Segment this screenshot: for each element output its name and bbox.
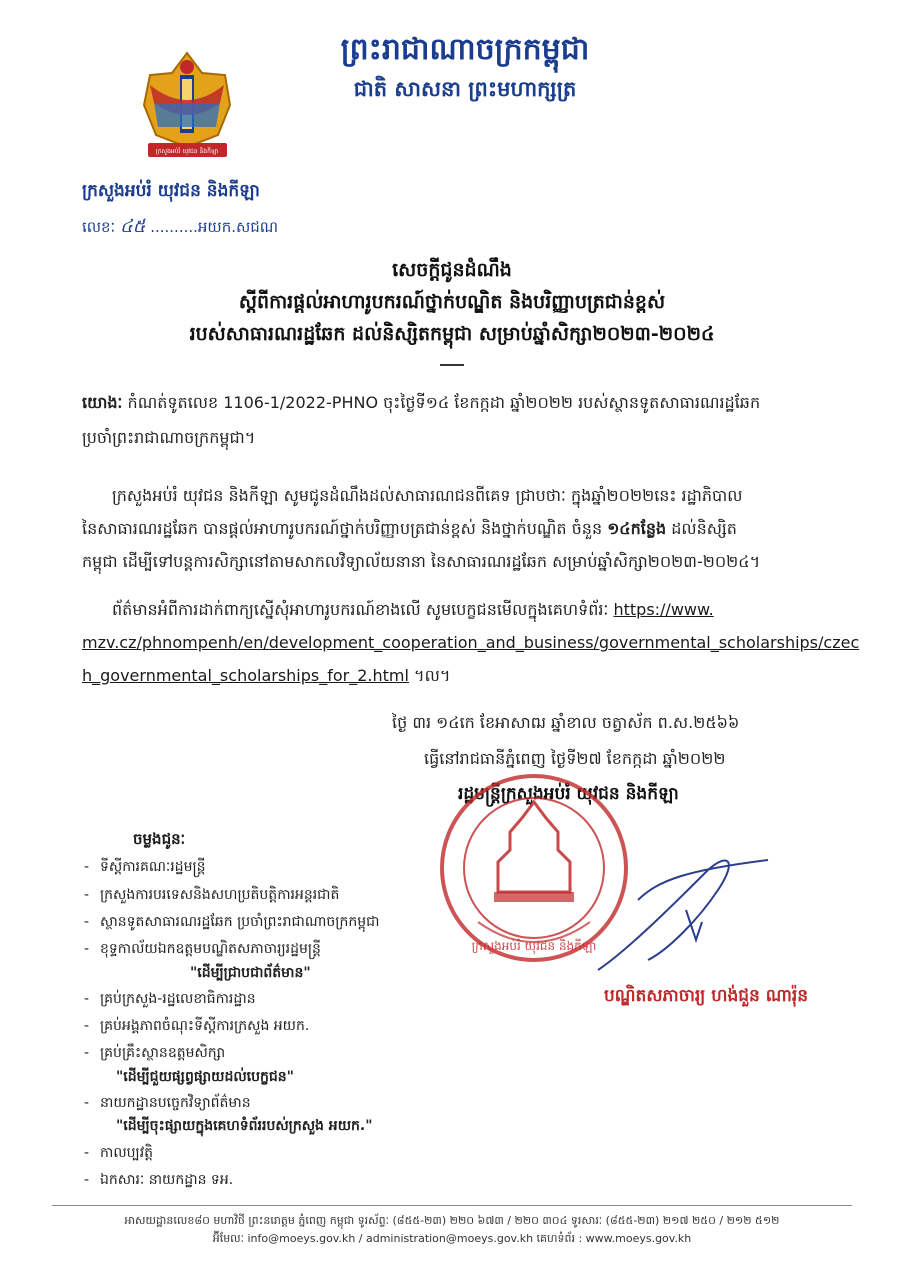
cc-note: "ដើម្បីចុះផ្សាយក្នុងគេហទំព័ររបស់ក្រសួង អយក." [116,1118,373,1134]
cc-item: - គ្រប់អង្គភាពចំណុះទីស្តីការក្រសួង អយក. [84,1018,310,1034]
reference-text: កំណត់ទូតលេខ 1106-1/2022-PHNO ចុះថ្ងៃទី១៤ ខែកក្កដា ឆ្នាំ២០២២ របស់ស្ថានទូតសាធារណរដ្ឋឆែក [127,393,761,412]
national-motto: ជាតិ សាសនា ព្រះមហាក្សត្រ [353,76,577,101]
cc-heading: ចម្លងជូនៈ [133,830,186,848]
cc-item: - ក្រសួងការបរទេសនិងសហប្រតិបត្តិការអន្តរជាតិ [84,887,340,903]
notice-title: សេចក្តីជូនដំណឹង [392,259,512,281]
svg-text:ក្រសួងអប់រំ យុវជន និងកីឡា: ក្រសួងអប់រំ យុវជន និងកីឡា [471,939,597,953]
cc-item: - ឯកសារៈ នាយកដ្ឋាន ទអ. [84,1172,234,1188]
info-text: ព័ត៌មានអំពីការដាក់ពាក្យស្នើសុំអាហារូបករណ៍ខាងលើ សូមបេក្ខជនមើលក្នុងគេហទំព័រៈ [112,600,614,619]
scholarship-link-part-2[interactable]: mzv.cz/phnompenh/en/development_cooperation_and_business/governmental_scholarships/czec [82,633,860,652]
reference-paragraph [82,388,832,418]
reference-handwritten-number: ៤៥ [119,216,146,237]
signer-name: បណ្ឌិតសភាចារ្យ ហង់ជួន ណារ៉ុន [604,986,809,1006]
reference-label: លេខៈ [82,218,116,236]
announcement-line-2 [82,514,832,544]
footer-address: អាសយដ្ឋានលេខ៨០ មហាវិថី ព្រះនរោត្តម ភ្នំពេញ កម្ពុជា ទូរស័ព្ទៈ (៨៥៥-២៣) ២២០ ៦៧៣ / ២២០ ៣០៤ ទូរសារៈ (៨៥៥-២៣) ២១៧ ២៥០ / ២១២ ៥១២ [124,1214,780,1227]
cc-note: "ដើម្បីជួយផ្សព្វផ្សាយដល់បេក្ខជន" [116,1069,294,1085]
cc-item: - កាលប្បវត្តិ [84,1145,154,1161]
reference-suffix: ..........អយក.សជណ [150,218,279,236]
cc-item: - ខុទ្ទកាល័យឯកឧត្តមបណ្ឌិតសភាចារ្យរដ្ឋមន្ត្រី [84,941,321,957]
announcement-line-1: ក្រសួងអប់រំ យុវជន និងកីឡា សូមជូនដំណឹងដល់សាធារណជនពីគេទ ជ្រាបថាៈ ក្នុងឆ្នាំ២០២២នេះ រដ្ឋាភិបាល [112,486,743,505]
signer-title: រដ្ឋមន្ត្រីក្រសួងអប់រំ យុវជន និងកីឡា [458,784,679,804]
info-line-2 [82,628,860,658]
title-underline [440,364,464,366]
cc-item: - គ្រប់ក្រសួង-រដ្ឋលេខាធិការដ្ឋាន [84,991,256,1007]
scholarship-count: ១៤កន្លែង [607,519,667,538]
cc-item: - នាយកដ្ឋានបច្ចេកវិទ្យាព័ត៌មាន [84,1095,251,1111]
notice-subject-line-2: របស់សាធារណរដ្ឋឆែក ដល់និស្សិតកម្ពុជា សម្រាប់ឆ្នាំសិក្សា២០២៣-២០២៤ [189,323,715,345]
lunar-date: ថ្ងៃ ៣រ ១៤កេ ខែអាសាឍ ឆ្នាំខាល ចត្វាស័ក ព.ស.២៥៦៦ [392,713,740,732]
footer-contact: អ៊ីមែលៈ info@moeys.gov.kh / administration@moeys.gov.kh គេហទំព័រ : www.moeys.gov.kh [212,1232,692,1245]
announcement-text-b: ដល់និស្សិត [666,519,737,538]
notice-subject-line-1: ស្តីពីការផ្តល់អាហារូបករណ៍ថ្នាក់បណ្ឌិត និងបរិញ្ញាបត្រជាន់ខ្ពស់ [238,291,666,313]
solar-date: ធ្វើនៅរាជធានីភ្នំពេញ ថ្ងៃទី២៧ ខែកក្កដា ឆ្នាំ២០២២ [424,749,726,768]
kingdom-heading: ព្រះរាជាណាចក្រកម្ពុជា [340,32,590,67]
announcement-line-3: កម្ពុជា ដើម្បីទៅបន្តការសិក្សានៅតាមសាកលវិទ្យាល័យនានា នៃសាធារណរដ្ឋឆែក សម្រាប់ឆ្នាំសិក្សា២០២៣-២០២៤។ [82,552,761,571]
scholarship-link-part-1[interactable]: https://www. [613,600,714,619]
scholarship-link-part-3[interactable]: h_governmental_scholarships_for_2.html [82,666,409,685]
cc-item: - គ្រប់គ្រឹះស្ថានឧត្តមសិក្សា [84,1045,226,1061]
footer-divider [52,1205,852,1206]
reference-paragraph-cont: ប្រចាំព្រះរាជាណាចក្រកម្ពុជា។ [82,428,256,447]
info-line-1 [112,595,832,625]
ministry-name: ក្រសួងអប់រំ យុវជន និងកីឡា [82,181,260,201]
link-ending: ។ល។ [408,666,451,685]
ministry-emblem-icon [130,45,245,170]
announcement-text-a: នៃសាធារណរដ្ឋឆែក បានផ្តល់អាហារូបករណ៍ថ្នាក់បរិញ្ញាបត្រជាន់ខ្ពស់ និងថ្នាក់បណ្ឌិត ចំនួន [82,519,608,538]
reference-number [82,214,278,241]
handwritten-signature [588,840,778,980]
cc-note: "ដើម្បីជ្រាបជាព័ត៌មាន" [190,965,311,981]
reference-heading: យោងៈ [82,393,123,412]
cc-item: - ទីស្តីការគណៈរដ្ឋមន្ត្រី [84,859,206,875]
info-line-3 [82,661,832,691]
svg-text:ក្រសួងអប់រំ យុវជន និងកីឡា: ក្រសួងអប់រំ យុវជន និងកីឡា [155,148,219,155]
cc-item: - ស្ថានទូតសាធារណរដ្ឋឆែក ប្រចាំព្រះរាជាណាចក្រកម្ពុជា [84,914,380,930]
